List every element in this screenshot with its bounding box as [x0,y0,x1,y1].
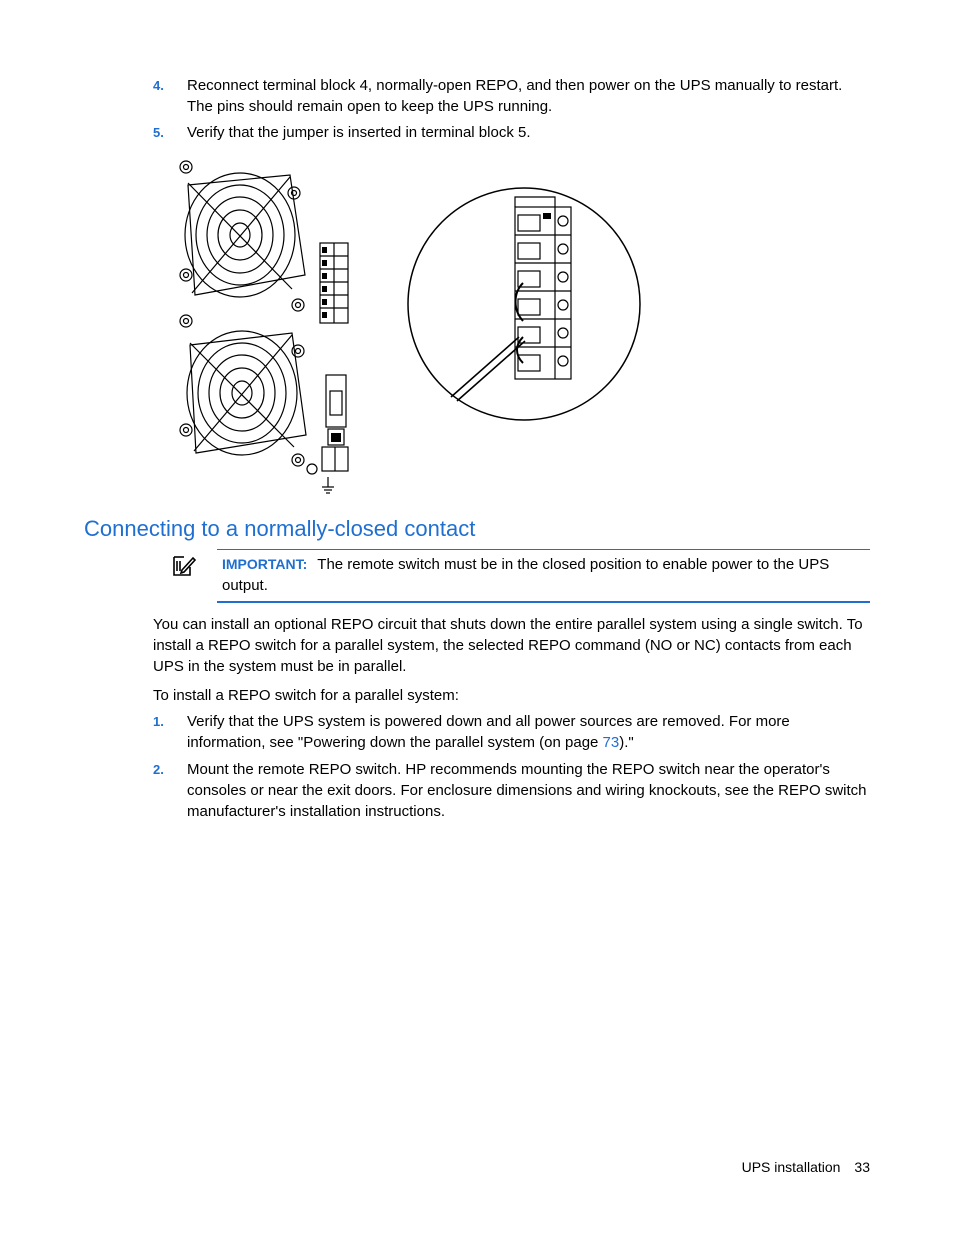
page-number: 33 [854,1159,870,1175]
step-number: 5. [153,125,164,140]
step-text: Reconnect terminal block 4, normally-open REPO, and then power on the UPS manually to restart. The pins should remain open to keep the UPS running. [187,77,843,115]
step-number: 1. [153,714,164,729]
note-label: IMPORTANT: [222,556,308,572]
step-text [187,711,870,753]
step-number: 2. [153,762,164,777]
paragraph-repo-circuit: You can install an optional REPO circuit that shuts down the entire parallel system using a single switch. To install a REPO switch for a parallel system, the selected REPO command (NO or NC) contacts from each UPS in the system must be in parallel. [153,616,863,675]
note-bottom-rule [217,601,870,603]
note-text: The remote switch must be in the closed position to enable power to the UPS output. [222,556,830,594]
ups-rear-panel-illustration [170,155,370,495]
section-heading: Connecting to a normally-closed contact [84,516,476,541]
step-text-before: Verify that the UPS system is powered down and all power sources are removed. For more information, see "Powering down the parallel system (on page [187,713,790,751]
important-note-icon [171,553,197,579]
terminal-block-zoom-illustration [405,185,645,425]
step-text: Verify that the jumper is inserted in terminal block 5. [187,124,531,141]
note-top-rule [217,549,870,550]
step-number: 4. [153,78,164,93]
page-footer [742,1157,870,1178]
step-text: Mount the remote REPO switch. HP recommends mounting the REPO switch near the operator's consoles or near the exit doors. For enclosure dimensions and wiring knockouts, see the REPO switch manufacturer's installation instructions. [187,761,867,820]
footer-section: UPS installation [741,1159,841,1175]
paragraph-install-intro: To install a REPO switch for a parallel system: [153,687,459,704]
page-link[interactable]: 73 [602,734,620,751]
step-text-after: )." [619,734,634,751]
important-note [222,554,862,596]
